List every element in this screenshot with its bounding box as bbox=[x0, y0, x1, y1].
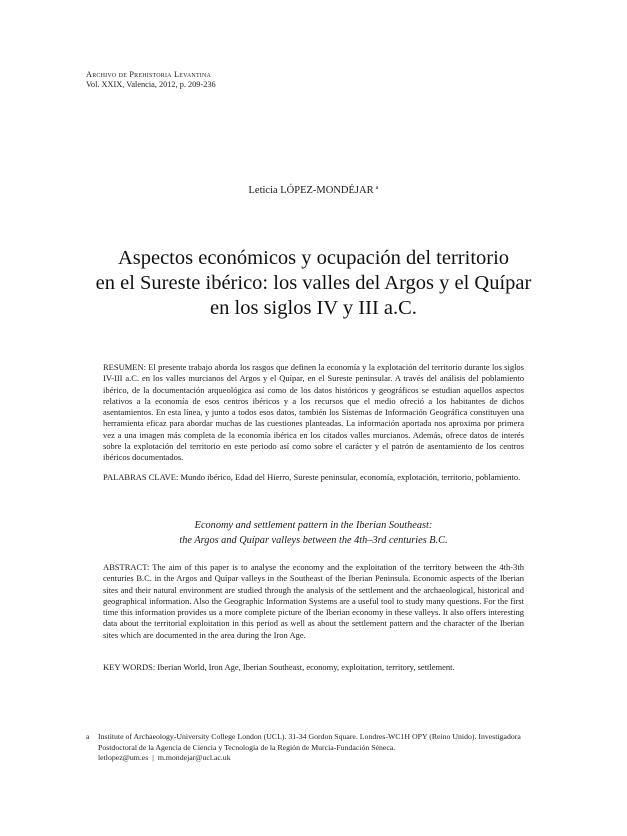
palabras-clave-paragraph: PALABRAS CLAVE: Mundo ibérico, Edad del Hierro, Sureste peninsular, economía, explotación, territorio, poblamiento. bbox=[103, 472, 521, 482]
resumen-paragraph: RESUMEN: El presente trabajo aborda los rasgos que definen la economía y la explotación del territorio durante los siglos IV-III a.C. en los valles murcianos del Argos y el Quípar, en el Sureste peninsular. A través del análisis del poblamiento ibérico, de la documentación arqueológica así como de los datos históricos y geográficos se estudian aquellos aspectos relativos a la economía de esos centros ibéricos y a los recursos que el medio ofreció a los habitantes de dichos asentamientos. En esta línea, y junto a todos esos datos, también los Sistemas de Información Geográfica constituyen una herramienta eficaz para abordar muchas de las cuestiones planteadas. La información aportada nos aproxima por primera vez a una imagen más completa de la economía ibérica en los citados valles murcianos. Además, ofrece datos de interés sobre la explotación del territorio en este periodo así como sobre el carácter y el patrón de asentamiento de los centros ibéricos documentados. bbox=[103, 362, 524, 463]
affiliation-mark: a bbox=[375, 184, 379, 191]
english-title-line-1: Economy and settlement pattern in the Iberian Southeast: bbox=[194, 520, 433, 531]
title-line-1: Aspectos económicos y ocupación del territorio bbox=[117, 247, 510, 269]
english-title-line-2: the Argos and Quípar valleys between the 4th–3rd centuries B.C. bbox=[179, 534, 448, 546]
title-line-2: en el Sureste ibérico: los valles del Argos y el Quípar bbox=[95, 272, 532, 294]
footnote bbox=[86, 732, 546, 764]
author-name: Leticia LÓPEZ-MONDÉJAR bbox=[248, 185, 374, 196]
volume-info: Vol. XXIX, Valencia, 2012, p. 209-236 bbox=[86, 80, 216, 89]
email-link-1[interactable]: letlopez@um.es bbox=[98, 753, 149, 762]
paper-title bbox=[60, 246, 567, 321]
title-line-3: en los siglos IV y III a.C. bbox=[210, 297, 417, 319]
english-title bbox=[0, 519, 627, 548]
key-words-paragraph: KEY WORDS: Iberian World, Iron Age, Iberian Southeast, economy, exploitation, territory, settlement. bbox=[103, 662, 455, 672]
abstract-paragraph: ABSTRACT: The aim of this paper is to analyse the economy and the exploitation of the territory between the 4th-3th centuries B.C. in the Argos and Quípar valleys in the Southeast of the Iberian Peninsula. Economic aspects of the Iberian sites and their natural environment are studied through the analysis of the settlement and the archaeological, historical and geographical information. Also the Geographic Information Systems are a useful tool to study many questions. For the first time this information provides us a more complete picture of the Iberian economy in these valleys. It also offers interesting data about the territorial exploitation in this period as well as about the settlement pattern and the character of the Iberian sites which are documented in the area during the Iron Age. bbox=[103, 562, 524, 640]
journal-name: Archivo de Prehistoria Levantina bbox=[86, 70, 212, 79]
footnote-mark: a bbox=[86, 732, 90, 741]
author-line bbox=[0, 184, 627, 196]
footnote-emails bbox=[98, 753, 546, 764]
footnote-affiliation: Institute of Archaeology-University College London (UCL). 31-34 Gordon Square. Londres-WC1H OPY (Reino Unido). Investigadora Postdoctoral de la Agencia de Ciencia y Tecnología de la Región de Murcia-Fundación Séneca. bbox=[98, 732, 521, 752]
running-header bbox=[86, 70, 216, 90]
email-separator: | bbox=[152, 753, 154, 762]
email-link-2[interactable]: m.mondejar@ucl.ac.uk bbox=[157, 753, 231, 762]
